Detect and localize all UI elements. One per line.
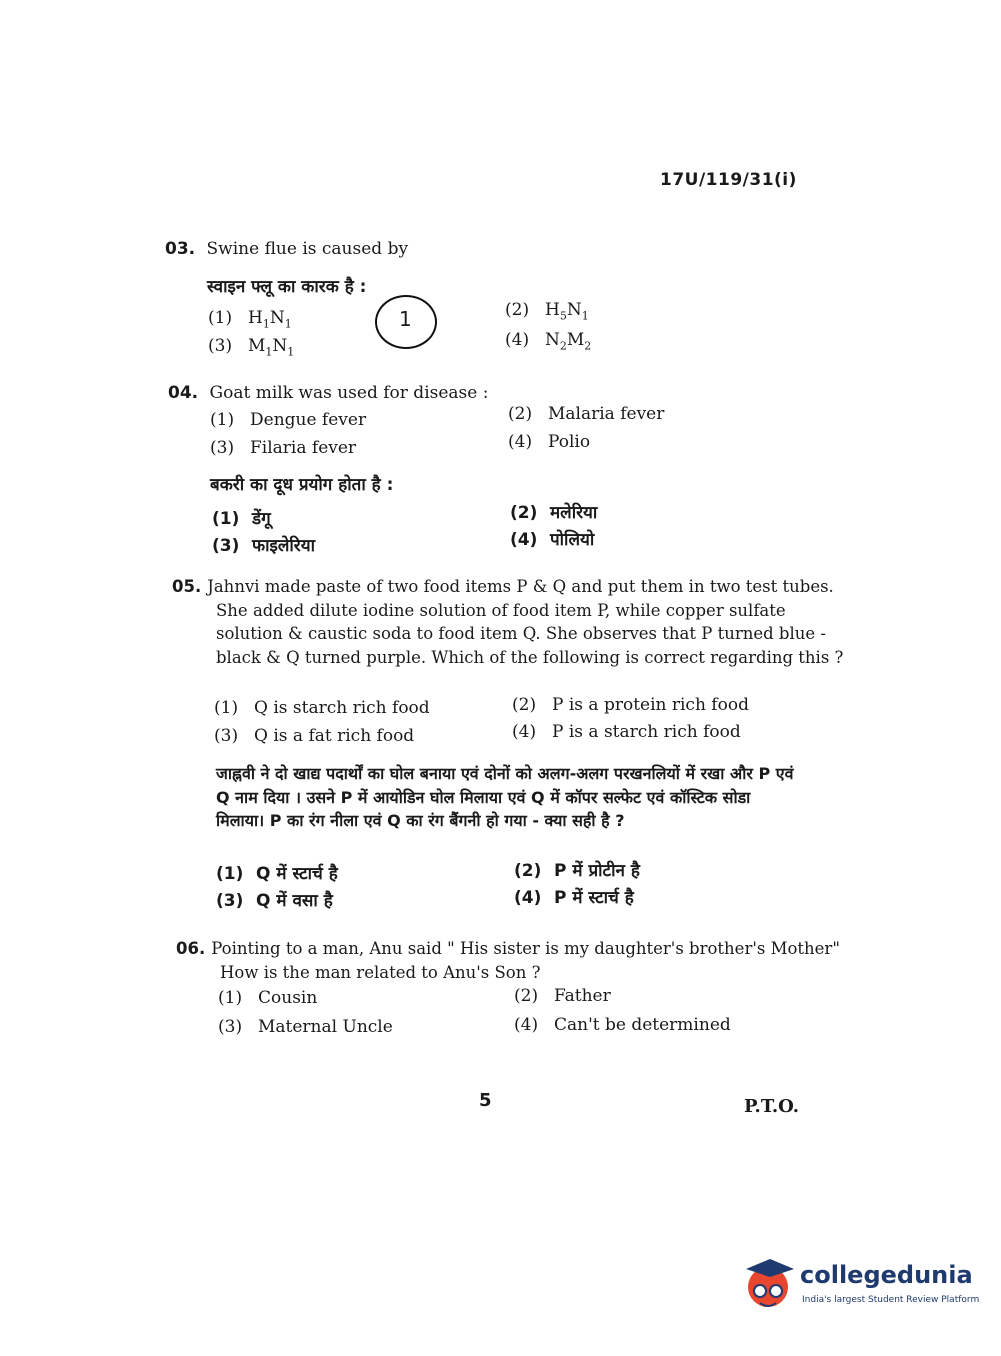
page-number: 5 [479,1090,492,1111]
paper-code: 17U/119/31(i) [660,170,797,190]
option-1-hindi: (1) Q में स्टार्च है [216,864,338,884]
formula-n2m2: $N_2M_2$ [545,330,592,353]
option-1-hindi: (1) डेंगू [212,509,271,529]
option-2: (2) P is a protein rich food [512,695,749,715]
logo-tagline: India's largest Student Review Platform [802,1295,980,1305]
formula-h5n1: $H_5N_1$ [545,300,589,323]
option-4: (4) $N_2M_2$ [505,330,592,353]
formula-h1n1: $H_1N_1$ [248,308,292,331]
option-3-hindi: (3) Q में वसा है [216,891,333,911]
handwritten-answer: 1 [399,307,412,331]
option-2-hindi: (2) P में प्रोटीन है [514,861,640,881]
question-text-en: Pointing to a man, Anu said " His sister is my daughter's brother's Mother" How is the man related to Anu's Son ? [211,939,840,982]
option-3-hindi: (3) फाइलेरिया [212,536,316,556]
option-4: (4) Polio [508,432,591,452]
question-05-hindi: जाह्नवी ने दो खाद्य पदार्थों का घोल बनाया एवं दोनों को अलग-अलग परखनलियों में रखा और P एवं Q नाम दिया । उसने P में आयोडिन घोल मिलाया एवं Q में कॉपर सल्फेट एवं कॉस्टिक सोडा मिलाया। P का रंग नीला एवं Q का रंग बैंगनी हो गया - क्या सही है ? [216,764,794,830]
question-number: 03. [165,239,196,259]
option-4: (4) P is a starch rich food [512,722,741,742]
logo-name: collegedunia [800,1261,973,1289]
question-text-en: Jahnvi made paste of two food items P & Q and put them in two test tubes. She added dilute iodine solution of food item P, while copper sulfate solution & caustic soda to food item Q. She observes that P turned blue - black & Q turned purple. Which of the following is correct regarding this ? [207,577,844,667]
option-3: (3) Maternal Uncle [218,1017,393,1037]
option-4-hindi: (4) P में स्टार्च है [514,888,634,908]
option-3: (3) $M_1N_1$ [208,336,295,359]
formula-m1n1: $M_1N_1$ [248,336,295,359]
option-3: (3) Q is a fat rich food [214,726,415,746]
handwritten-answer-circle [375,295,437,349]
option-1: (1) Dengue fever [210,410,367,430]
option-4-hindi: (4) पोलियो [510,530,595,550]
question-03-hindi: स्वाइन फ्लू का कारक है : [207,277,367,297]
option-1: (1) Cousin [218,988,318,1008]
question-text-en: Swine flue is caused by [206,239,409,259]
option-2: (2) Father [514,986,611,1006]
question-03 [165,238,408,261]
please-turn-over: P.T.O. [744,1096,800,1117]
question-04: 04. Goat milk was used for disease : [168,383,489,403]
question-06: 06. Pointing to a man, Anu said " His sister is my daughter's brother's Mother" How is the man related to Anu's Son ? [176,939,840,982]
option-1: (1) Q is starch rich food [214,698,430,718]
option-3: (3) Filaria fever [210,438,357,458]
collegedunia-logo [740,1255,980,1315]
option-4: (4) Can't be determined [514,1015,731,1035]
option-2: (2) Malaria fever [508,404,665,424]
mascot-icon [740,1255,798,1315]
option-2: (2) $H_5N_1$ [505,300,589,323]
question-text-en: Goat milk was used for disease : [209,383,489,403]
option-2-hindi: (2) मलेरिया [510,503,598,523]
question-04-hindi: बकरी का दूध प्रयोग होता है : [210,475,394,495]
option-1: (1) $H_1N_1$ [208,308,292,331]
question-05: 05. Jahnvi made paste of two food items P & Q and put them in two test tubes. She added dilute iodine solution of food item P, while copper sulfate solution & caustic soda to food item Q. She observes that P turned blue - black & Q turned purple. Which of the following is correct regarding this ? [172,577,844,667]
